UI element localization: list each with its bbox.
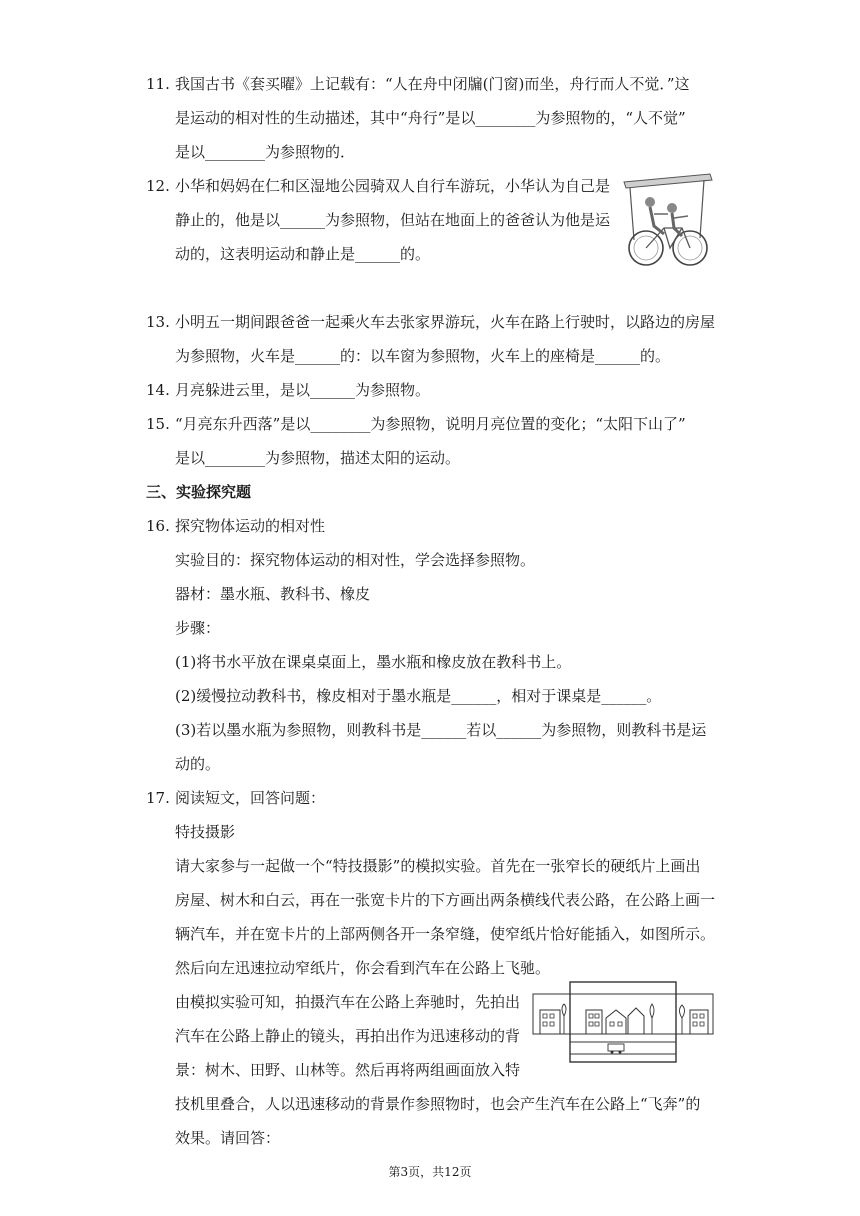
question-text-line: 是以________为参照物的． bbox=[175, 143, 356, 161]
question-text-line: (2)缓慢拉动教科书，橡皮相对于墨水瓶是______，相对于课桌是______。 bbox=[175, 687, 662, 705]
question-text-line: 技机里叠合，人以迅速移动的背景作参照物时，也会产生汽车在公路上“飞奔”的 bbox=[175, 1095, 701, 1113]
question-text-line: 静止的，他是以______为参照物，但站在地面上的爸爸认为他是运 bbox=[175, 211, 611, 229]
trick-photography-illustration bbox=[532, 980, 714, 1064]
question-text-line: 然后向左迅速拉动窄纸片，你会看到汽车在公路上飞驰。 bbox=[175, 959, 551, 977]
question-text-line: 房屋、树木和白云，再在一张宽卡片的下方画出两条横线代表公路，在公路上画一 bbox=[175, 891, 716, 909]
question-number: 11. bbox=[146, 75, 170, 93]
tandem-bicycle-illustration bbox=[620, 168, 715, 270]
question-text-line: 是运动的相对性的生动描述，其中“舟行”是以________为参照物的，“人不觉” bbox=[175, 109, 686, 127]
question-text-line: 月亮躲进云里，是以______为参照物。 bbox=[175, 381, 431, 399]
question-text-line: 步骤： bbox=[175, 619, 221, 637]
question-text-line: 小华和妈妈在仁和区湿地公园骑双人自行车游玩，小华认为自己是 bbox=[175, 177, 611, 195]
question-text-line: 动的。 bbox=[175, 755, 221, 773]
question-text-line: 实验目的：探究物体运动的相对性，学会选择参照物。 bbox=[175, 551, 536, 569]
question-text-line: 景：树木、田野、山林等。然后再将两组画面放入特 bbox=[175, 1061, 521, 1079]
question-text-line: 效果。请回答： bbox=[175, 1129, 281, 1147]
question-number: 13. bbox=[146, 313, 170, 331]
question-text-line: (3)若以墨水瓶为参照物，则教科书是______若以______为参照物，则教科书是运 bbox=[175, 721, 707, 739]
question-text-line: 阅读短文，回答问题： bbox=[175, 789, 326, 807]
question-text-line: 汽车在公路上静止的镜头，再拍出作为迅速移动的背 bbox=[175, 1027, 521, 1045]
question-text-line: 请大家参与一起做一个“特技摄影”的模拟实验。首先在一张窄长的硬纸片上画出 bbox=[175, 857, 701, 875]
question-number: 15. bbox=[146, 415, 170, 433]
question-text-line: 由模拟实验可知，拍摄汽车在公路上奔驰时，先拍出 bbox=[175, 993, 521, 1011]
question-text-line: 探究物体运动的相对性 bbox=[175, 517, 326, 535]
section-heading: 三、实验探究题 bbox=[146, 483, 252, 501]
question-text-line: 特技摄影 bbox=[175, 823, 236, 841]
question-text-line: “月亮东升西落”是以________为参照物，说明月亮位置的变化；“太阳下山了” bbox=[175, 415, 686, 433]
question-text-line: (1)将书水平放在课桌桌面上，墨水瓶和橡皮放在教科书上。 bbox=[175, 653, 572, 671]
question-text-line: 为参照物，火车是______的：以车窗为参照物，火车上的座椅是______的。 bbox=[175, 347, 671, 365]
question-text-line: 是以________为参照物，描述太阳的运动。 bbox=[175, 449, 461, 467]
page-footer: 第3页，共12页 bbox=[388, 1165, 472, 1179]
question-number: 12. bbox=[146, 177, 170, 195]
question-text-line: 小明五一期间跟爸爸一起乘火车去张家界游玩，火车在路上行驶时，以路边的房屋 bbox=[175, 313, 716, 331]
question-text-line: 动的，这表明运动和静止是______的。 bbox=[175, 245, 431, 263]
question-number: 14. bbox=[146, 381, 170, 399]
question-number: 16. bbox=[146, 517, 170, 535]
question-number: 17. bbox=[146, 789, 170, 807]
question-text-line: 辆汽车，并在宽卡片的上部两侧各开一条窄缝，使窄纸片恰好能插入，如图所示。 bbox=[175, 925, 716, 943]
question-text-line: 器材：墨水瓶、教科书、橡皮 bbox=[175, 585, 371, 603]
question-text-line: 我国古书《套买曜》上记载有：“人在舟中闭牖(门窗)而坐，舟行而人不觉．”这 bbox=[175, 75, 690, 93]
